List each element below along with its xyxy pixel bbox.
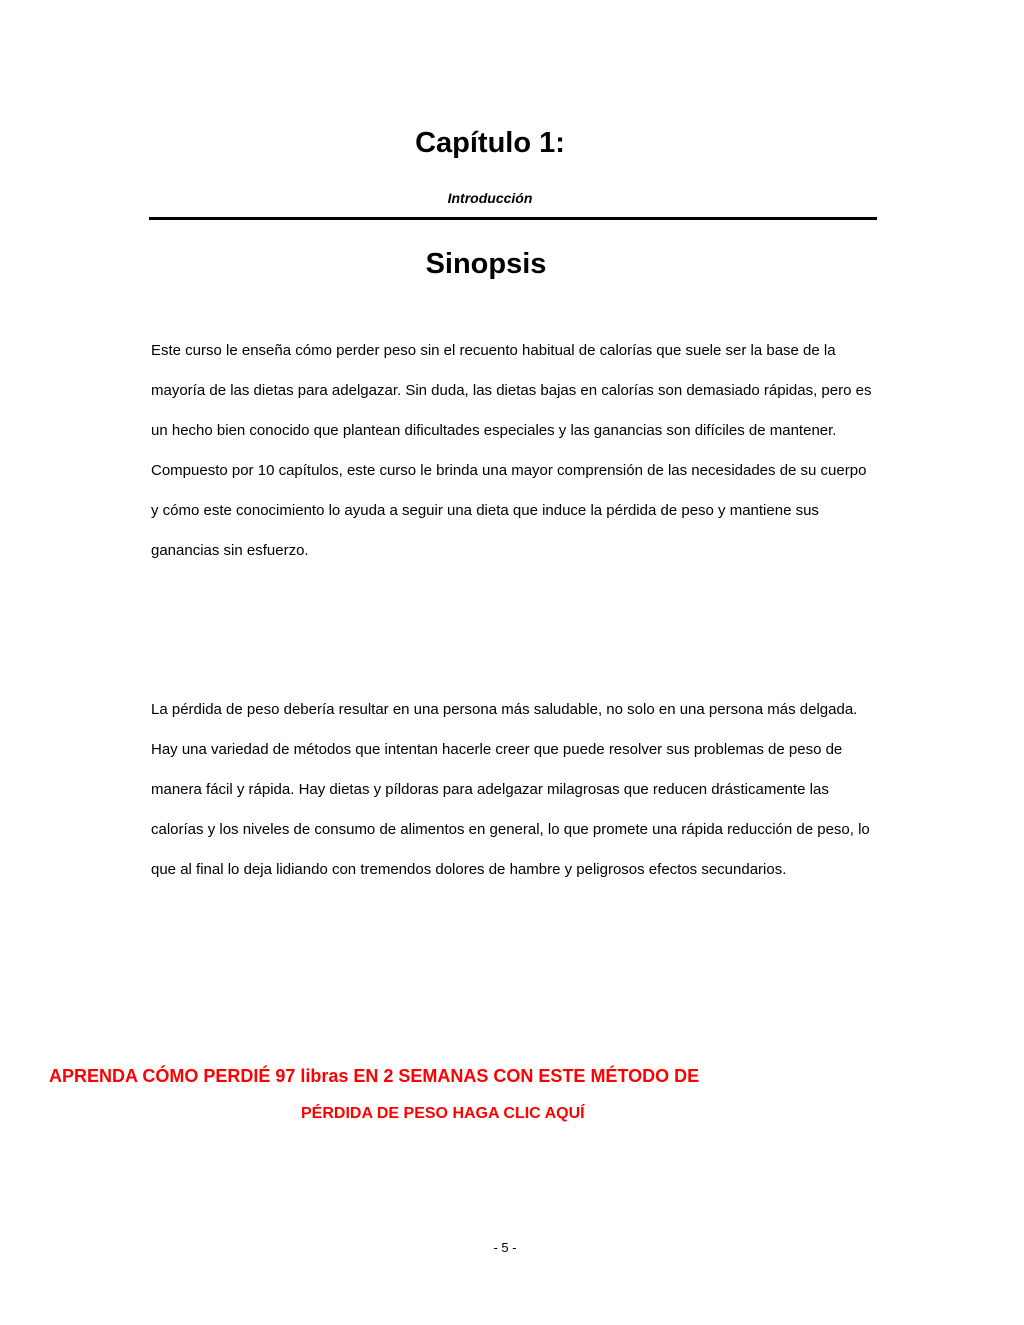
page-number: - 5 - — [493, 1240, 517, 1255]
promo-link-line-1[interactable]: APRENDA CÓMO PERDIÉ 97 libras EN 2 SEMANAS CON ESTE MÉTODO DE — [49, 1066, 700, 1086]
promo-link-line-2[interactable]: PÉRDIDA DE PESO HAGA CLIC AQUÍ — [301, 1105, 585, 1122]
section-title: Sinopsis — [425, 248, 547, 280]
horizontal-divider — [149, 217, 877, 220]
chapter-title: Capítulo 1: — [415, 127, 565, 159]
synopsis-paragraph-2: La pérdida de peso debería resultar en una persona más saludable, no solo en una persona más delgada. Hay una variedad de métodos que intentan hacerle creer que puede resolver sus problemas de peso de manera fácil y rápida. Hay dietas y píldoras para adelgazar milagrosas que reducen drásticamente las calorías y los niveles de consumo de alimentos en general, lo que promete una rápida reducción de peso, lo que al final lo deja lidiando con tremendos dolores de hambre y peligrosos efectos secundarios. — [151, 701, 870, 878]
synopsis-paragraph-1: Este curso le enseña cómo perder peso sin el recuento habitual de calorías que suele ser la base de la mayoría de las dietas para adelgazar. Sin duda, las dietas bajas en calorías son demasiado rápidas, pero es un hecho bien conocido que plantean dificultades especiales y las ganancias son difíciles de mantener. Compuesto por 10 capítulos, este curso le brinda una mayor comprensión de las necesidades de su cuerpo y cómo este conocimiento lo ayuda a seguir una dieta que induce la pérdida de peso y mantiene sus ganancias sin esfuerzo. — [151, 342, 872, 559]
chapter-subtitle: Introducción — [447, 190, 533, 206]
